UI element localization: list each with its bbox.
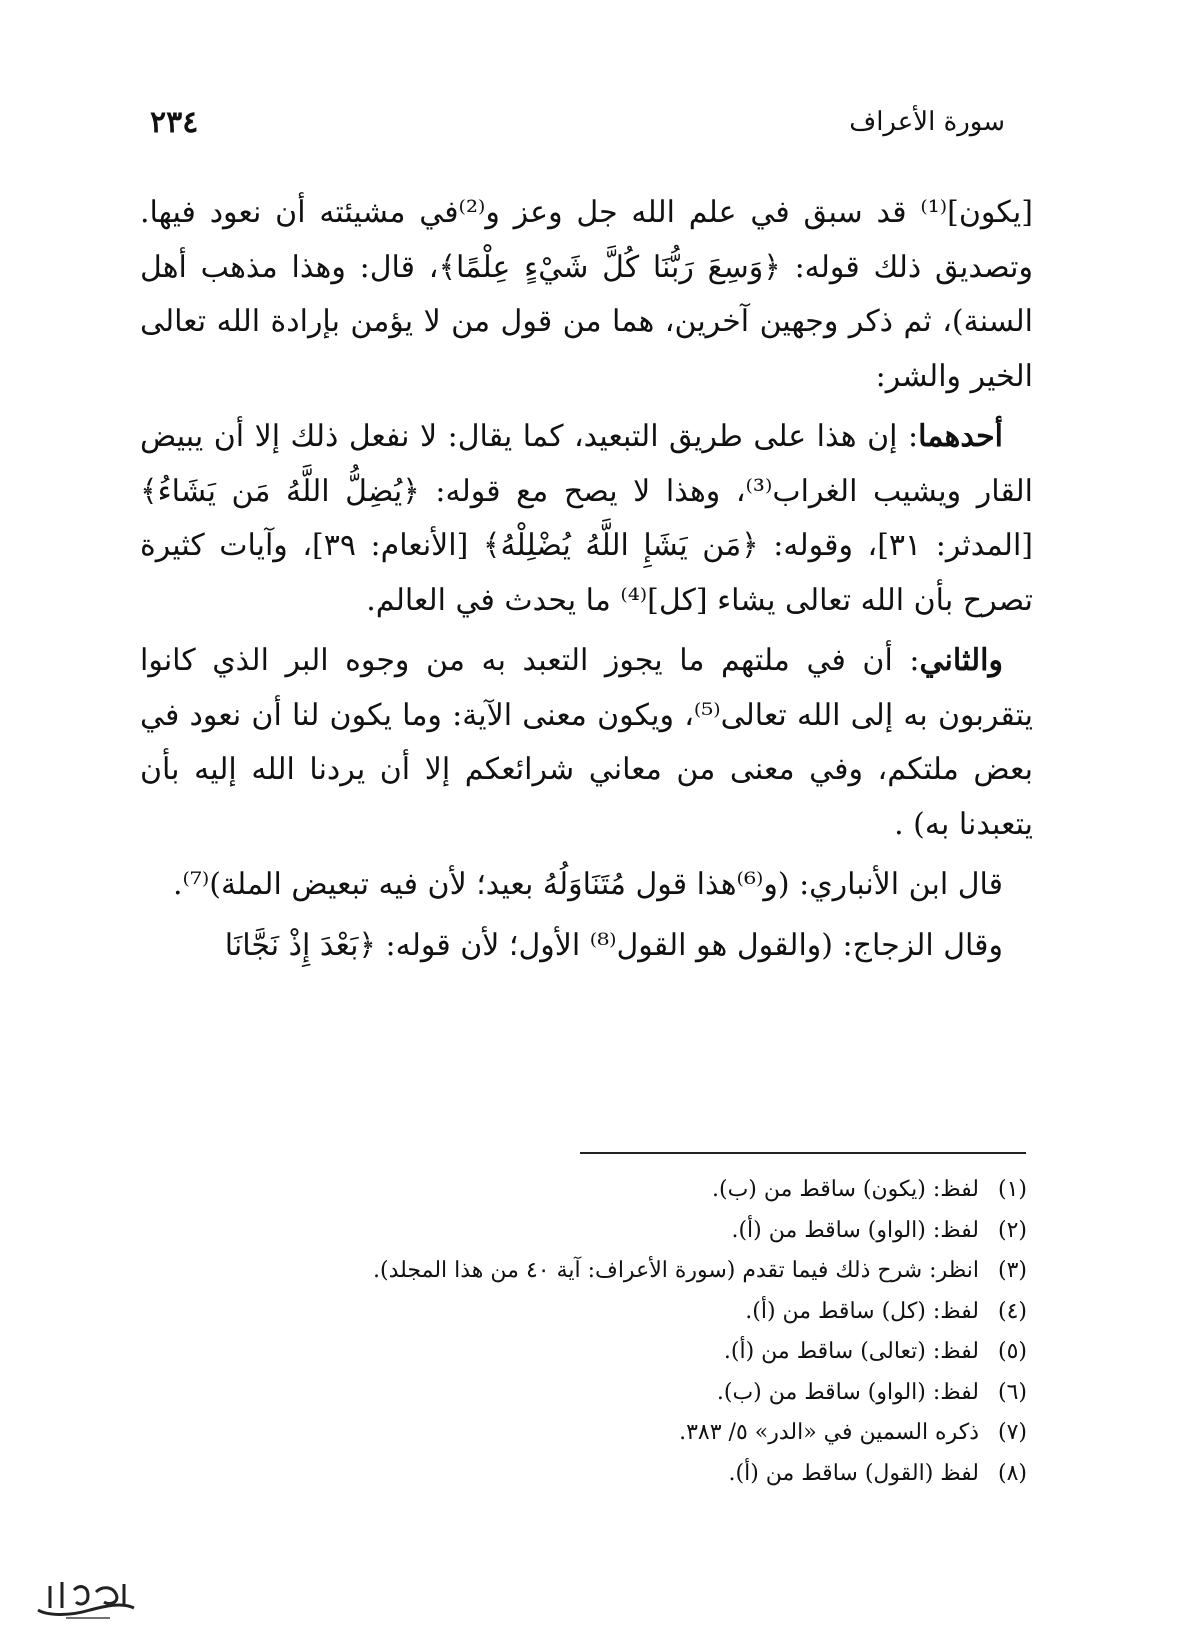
paragraph-2-lead: أحدهما <box>918 419 1003 454</box>
footnote-number: (٦) <box>997 1379 1027 1405</box>
page-header <box>150 102 1005 142</box>
footnote-number: (٧) <box>997 1420 1027 1445</box>
footnote-text: لفظ: (تعالى) ساقط من (أ). <box>723 1339 979 1364</box>
footnote-text: لفظ: (يكون) ساقط من (ب). <box>712 1177 979 1202</box>
footnote-number: (٨) <box>997 1460 1027 1486</box>
paragraph-1: [يكون]⁽¹⁾ قد سبق في علم الله جل وعز و⁽²⁾في مشيئته أن نعود فيها. وتصديق ذلك قوله: ﴿وَسِعَ رَبُّنَا كُلَّ شَيْءٍ عِلْمًا﴾، قال: وهذا مذهب أهل السنة)، ثم ذكر وجهين آخرين، هما من قول من لا يؤمن بإرادة الله تعالى الخير والشر: <box>140 195 1033 394</box>
footnote <box>170 1413 1027 1454</box>
paragraph-2 <box>140 410 1033 628</box>
footnote-divider <box>580 1152 1026 1154</box>
paragraph-3-lead: والثاني <box>919 643 1003 678</box>
footnote-number: (١) <box>997 1177 1027 1202</box>
paragraph-4: قال ابن الأنباري: (و⁽⁶⁾هذا قول مُتَنَاوَلُهُ بعيد؛ لأن فيه تبعيض الملة)⁽⁷⁾. <box>172 867 1003 902</box>
paragraph-2-text: : إن هذا على طريق التبعيد، كما يقال: لا نفعل ذلك إلا أن يبيض القار ويشيب الغراب⁽³⁾، وهذا لا يصح مع قوله: ﴿يُضِلُّ اللَّهُ مَن يَشَاءُ﴾ [المدثر: ٣١]، وقوله: ﴿مَن يَشَإِ اللَّهُ يُضْلِلْهُ﴾ [الأنعام: ٣٩]، وآيات كثيرة تصرح بأن الله تعالى يشاء [كل]⁽⁴⁾ ما يحدث في العالم. <box>140 419 1033 618</box>
paragraph-5: وقال الزجاج: (والقول هو القول⁽⁸⁾ الأول؛ لأن قوله: ﴿بَعْدَ إِذْ نَجَّانَا <box>224 927 1003 963</box>
footnote-text: لفظ: (الواو) ساقط من (ب). <box>716 1379 979 1405</box>
footnote-text: لفظ: (الواو) ساقط من (أ). <box>731 1217 979 1243</box>
main-text <box>140 186 1033 979</box>
footnote-number: (٢) <box>997 1217 1027 1243</box>
footnote <box>170 1454 1027 1495</box>
footnote-number: (٥) <box>997 1339 1027 1364</box>
footnotes <box>170 1170 1027 1494</box>
footnote <box>170 1292 1027 1333</box>
footnote-text: لفظ: (كل) ساقط من (أ). <box>745 1298 979 1324</box>
page-number: ٢٣٤ <box>150 104 199 140</box>
footnote-text: ذكره السمين في «الدر» ٥/ ٣٨٣. <box>679 1420 979 1445</box>
footnote-text: لفظ (القول) ساقط من (أ). <box>728 1460 979 1486</box>
footnote <box>170 1170 1027 1211</box>
paragraph-3 <box>140 634 1033 852</box>
paragraph-3-text: : أن في ملتهم ما يجوز التعبد به من وجوه البر الذي كانوا يتقربون به إلى الله تعالى⁽⁵⁾، ويكون معنى الآية: وما يكون لنا أن نعود في بعض ملتكم، وفي معنى من معاني شرائعكم إلا أن يردنا الله إليه بأن يتعبدنا به) . <box>140 643 1033 842</box>
footnote <box>170 1332 1027 1373</box>
footnote <box>170 1373 1027 1414</box>
footnote-number: (٣) <box>997 1258 1027 1283</box>
publisher-logo-icon <box>30 1572 140 1622</box>
footnote-text: انظر: شرح ذلك فيما تقدم (سورة الأعراف: آية ٤٠ من هذا المجلد). <box>373 1258 979 1283</box>
footnote-number: (٤) <box>997 1298 1027 1324</box>
footnote <box>170 1251 1027 1292</box>
surah-title: سورة الأعراف <box>849 107 1005 137</box>
footnote <box>170 1211 1027 1252</box>
